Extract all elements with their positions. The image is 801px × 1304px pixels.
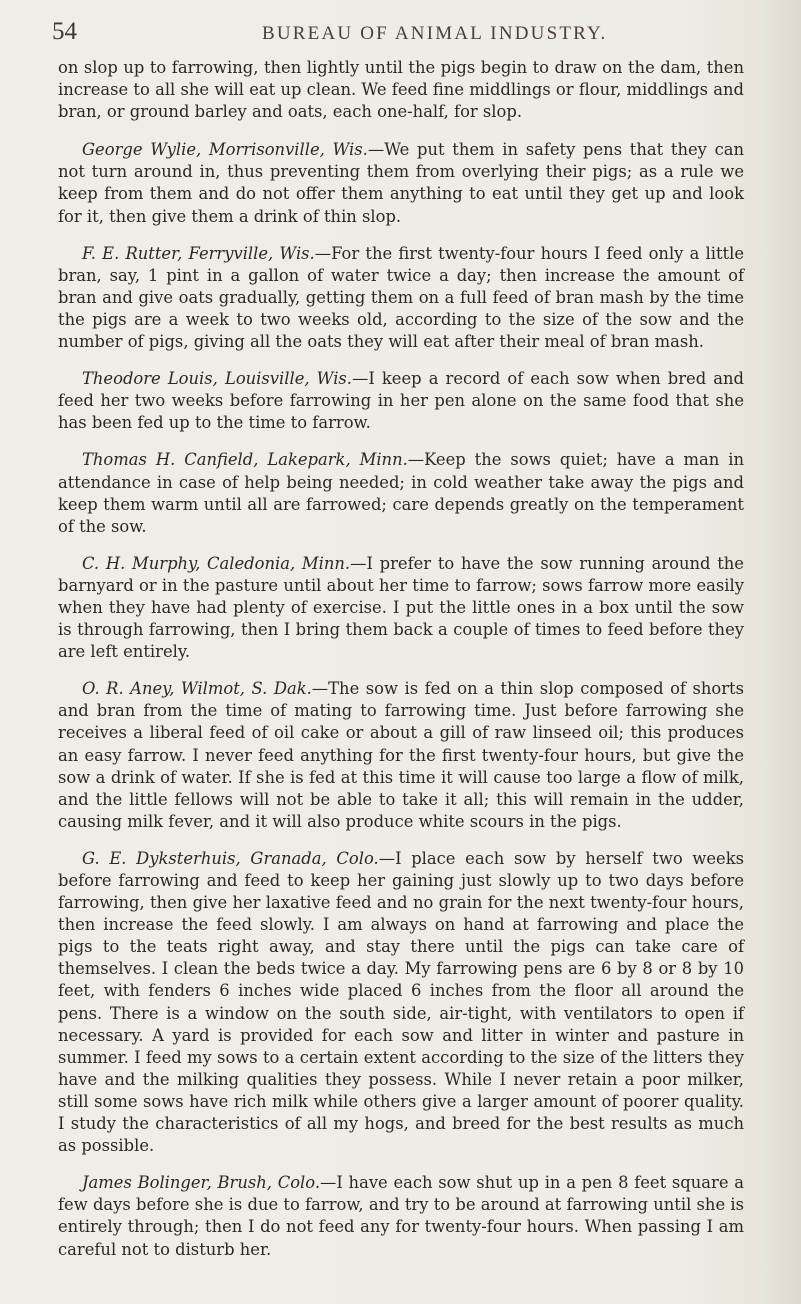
- paragraph-rutter: [58, 243, 744, 353]
- author-name: George Wylie, Morrisonville, Wis.: [82, 140, 368, 160]
- paragraph-text: —I keep a record of each sow when bred and feed her two weeks before farrowing in her pen alone on the same food that she has been fed up to the time to farrow.: [58, 369, 744, 433]
- paragraph-text: —For the first twenty-four hours I feed only a little bran, say, 1 pint in a gallon of water twice a day; then increase the amount of bran and give oats gradually, getting them on a full feed of bran mash by the time the pigs are a week to two weeks old, according to the size of the sow and the number of pigs, giving all the oats they will eat after their meal of bran mash.: [58, 243, 745, 352]
- author-name: Theodore Louis, Louisville, Wis.: [82, 369, 352, 389]
- author-name: O. R. Aney, Wilmot, S. Dak.: [82, 679, 312, 699]
- paragraph-aney: [58, 678, 744, 833]
- paragraph-text: —I prefer to have the sow running around the barnyard or in the pasture until about her time to farrow; sows farrow more easily when they have had plenty of exercise. I put the little ones in a box until the sow is through farrowing, then I bring them back a couple of times to feed before they are left entirely.: [58, 553, 744, 662]
- page-number: 54: [52, 18, 77, 45]
- paragraph-bolinger: [58, 1172, 744, 1260]
- author-name: Thomas H. Canfield, Lakepark, Minn.: [82, 450, 408, 470]
- paragraph-text: —I have each sow shut up in a pen 8 feet square a few days before she is due to farrow, and try to be around at farrowing until she is entirely through; then I do not feed any for twenty-four hours. When passing I am careful not to disturb her.: [58, 1173, 744, 1259]
- author-name: James Bolinger, Brush, Colo.: [82, 1173, 321, 1193]
- body-text: [58, 57, 744, 1276]
- paragraph-text: on slop up to farrowing, then lightly until the pigs begin to draw on the dam, then increase to all she will eat up clean. We feed fine middlings or flour, middlings and bran, or ground barley and oats, each one-half, for slop.: [58, 58, 744, 122]
- page-header: [52, 18, 752, 50]
- author-name: C. H. Murphy, Caledonia, Minn.: [82, 553, 351, 573]
- author-name: F. E. Rutter, Ferryville, Wis.: [82, 243, 315, 263]
- paragraph-text: —Keep the sows quiet; have a man in attendance in case of help being needed; in cold weather take away the pigs and keep them warm until all are farrowed; care depends greatly on the temperament of the sow.: [58, 450, 744, 536]
- paragraph-canfield: [58, 449, 744, 537]
- paragraph-murphy: [58, 553, 744, 663]
- author-name: G. E. Dyksterhuis, Granada, Colo.: [82, 848, 379, 868]
- running-head: BUREAU OF ANIMAL INDUSTRY.: [262, 23, 608, 44]
- paragraph-continuation: [58, 57, 744, 123]
- paragraph-text: —The sow is fed on a thin slop composed of shorts and bran from the time of mating to farrowing time. Just before farrowing she receives a liberal feed of oil cake or about a gill of raw linseed oil; this produces an easy farrow. I never feed anything for the first twenty-four hours, but give the sow a drink of water. If she is fed at this time it will cause too large a flow of milk, and the little fellows will not be able to take it all; this will remain in the udder, causing milk fever, and it will also produce white scours in the pigs.: [58, 679, 744, 831]
- paragraph-louis: [58, 368, 744, 434]
- paragraph-dyksterhuis: [58, 848, 744, 1157]
- paragraph-wylie: [58, 139, 744, 227]
- paragraph-text: —We put them in safety pens that they can not turn around in, thus preventing them from overlying their pigs; as a rule we keep from them and do not offer them anything to eat until they get up and look for it, then give them a drink of thin slop.: [58, 140, 744, 226]
- paragraph-text: —I place each sow by herself two weeks before farrowing and feed to keep her gaining just slowly up to two days before farrowing, then give her laxative feed and no grain for the next twenty-four hours, then increase the feed slowly. I am always on hand at farrowing and place the pigs to the teats right away, and stay there until the pigs can take care of themselves. I clean the beds twice a day. My farrowing pens are 6 by 8 or 8 by 10 feet, with fenders 6 inches wide placed 6 inches from the floor all around the pens. There is a window on the south side, air-tight, with ventilators to open if necessary. A yard is provided for each sow and litter in winter and pasture in summer. I feed my sows to a certain extent according to the size of the litters they have and the milking qualities they possess. While I never retain a poor milker, still some sows have rich milk while others give a larger amount of poorer quality. I study the characteristics of all my hogs, and breed for the best results as much as possible.: [58, 848, 744, 1156]
